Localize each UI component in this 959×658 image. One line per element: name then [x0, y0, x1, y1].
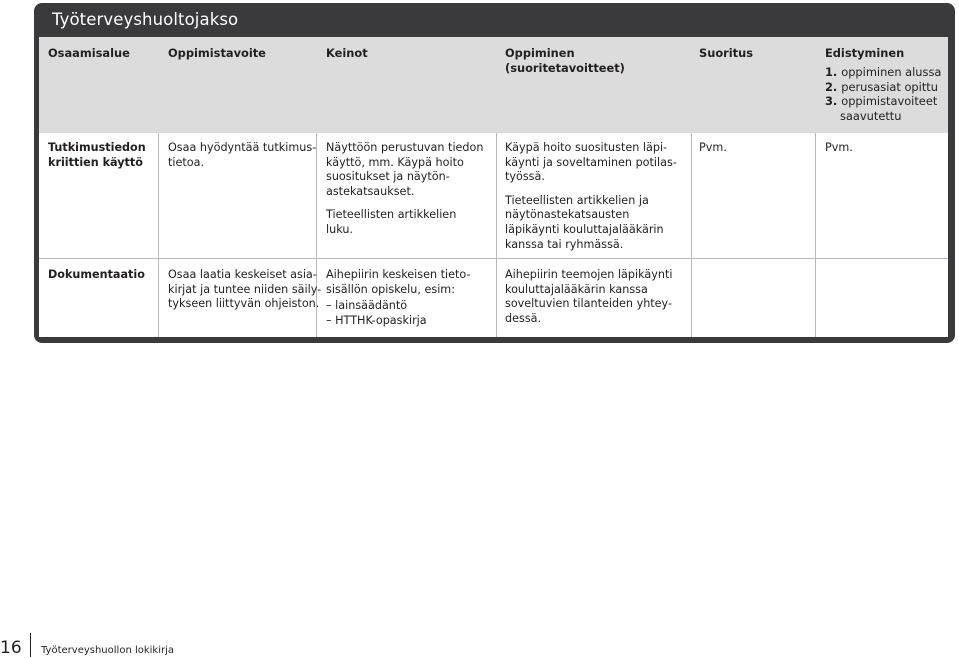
col-divider: [158, 133, 159, 337]
row1-learning: Käypä hoito suositusten läpi- käynti ja soveltaminen potilas- työssä. Tieteellisten artikkelien ja näytönastekatsausten läpikäynti kouluttajalääkärin kanssa tai ryhmässä.: [505, 141, 677, 251]
header-oppimistavoite: Oppimistavoite: [168, 46, 266, 60]
col-divider: [815, 133, 816, 337]
header-keinot: Keinot: [326, 46, 368, 60]
row2-learning: Aihepiirin teemojen läpikäynti kouluttajalääkärin kanssa soveltuvien tilanteiden yhtey- dessä.: [505, 268, 673, 325]
table-body: [39, 37, 948, 337]
row2-area: Dokumentaatio: [48, 268, 145, 281]
page-title: Työterveyshuoltojakso: [52, 10, 239, 29]
row1-goal: Osaa hyödyntää tutkimus- tietoa.: [168, 141, 317, 169]
row1-progress-date[interactable]: Pvm.: [825, 141, 853, 154]
row2-goal: Osaa laatia keskeiset asia- kirjat ja tuntee niiden säily- tykseen liittyvän ohjeiston.: [168, 268, 322, 311]
page-number: 16: [0, 638, 22, 658]
header-oppiminen: Oppiminen (suoritetavoitteet): [505, 46, 625, 75]
header-osaamisalue: Osaamisalue: [48, 46, 130, 60]
footer-divider: [30, 633, 31, 657]
progress-legend: 1. oppiminen alussa 2. perusasiat opittu 3. oppimistavoiteet saavutettu: [825, 65, 942, 123]
row1-completion-date[interactable]: Pvm.: [699, 141, 727, 154]
col-divider: [496, 133, 497, 337]
row1-means: Näyttöön perustuvan tiedon käyttö, mm. Käypä hoito suositukset ja näytön- astekatsaukset. Tieteellisten artikkelien luku.: [326, 141, 484, 236]
header-suoritus: Suoritus: [699, 46, 753, 60]
header-edistyminen: Edistyminen: [825, 46, 905, 60]
row2-means: Aihepiirin keskeisen tieto- sisällön opiskelu, esim: – lainsäädäntö – HTTHK-opaskirja: [326, 268, 471, 327]
row1-area: Tutkimustiedon kriittien käyttö: [48, 141, 146, 169]
row-divider: [39, 258, 948, 259]
col-divider: [691, 133, 692, 337]
footer-book-title: Työterveyshuollon lokikirja: [41, 645, 175, 656]
